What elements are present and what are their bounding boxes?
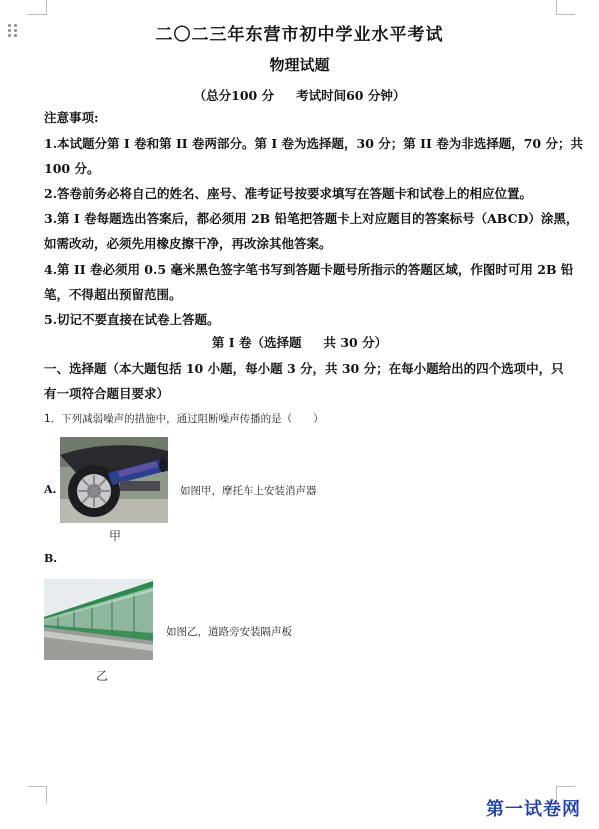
road-sound-barrier-image <box>44 579 153 660</box>
instruction-line: 4.第 II 卷必须用 0.5 毫米黑色签字笔书写到答题卡题号所指示的答题区域，作图时可用 2B 铅 <box>44 262 574 277</box>
figure-label-yi: 乙 <box>96 669 109 683</box>
exam-title: 二〇二三年东营市初中学业水平考试 <box>155 25 444 45</box>
option-b-letter[interactable]: B. <box>44 552 58 565</box>
time-limit: 考试时间60 分钟） <box>296 88 406 103</box>
total-score: （总分100 分 <box>193 88 275 103</box>
instruction-line: 如需改动，必须先用橡皮擦干净，再改涂其他答案。 <box>44 236 332 251</box>
motorcycle-muffler-image <box>60 437 168 523</box>
instruction-line: 笔，不得超出预留范围。 <box>44 287 182 302</box>
question-1-stem: 1．下列减弱噪声的措施中，通过阻断噪声传播的是（ ） <box>44 413 324 425</box>
instruction-line: 100 分。 <box>44 161 100 176</box>
section-title <box>0 333 599 351</box>
crop-mark-bottom-left <box>28 786 47 803</box>
instruction-line: 1.本试题分第 I 卷和第 II 卷两部分。第 I 卷为选择题，30 分；第 II 卷为非选择题，70 分；共 <box>44 136 583 151</box>
section-name: 第 I 卷（选择题 <box>211 335 302 350</box>
instruction-line: 3.第 I 卷每题选出答案后，都必须用 2B 铅笔把答题卡上对应题目的答案标号（ABCD）涂黑， <box>44 211 579 226</box>
instruction-line: 2.答卷前务必将自己的姓名、座号、准考证号按要求填写在答题卡和试卷上的相应位置。 <box>44 186 533 201</box>
section-points: 共 30 分） <box>323 335 388 350</box>
figure-label-jia: 甲 <box>109 529 122 543</box>
exam-subject: 物理试题 <box>269 56 330 74</box>
part-heading: 一、选择题（本大题包括 10 小题，每小题 3 分，共 30 分；在每小题给出的四个选项中，只 <box>44 361 564 376</box>
instructions-heading: 注意事项: <box>44 110 99 125</box>
exam-meta <box>0 86 599 104</box>
option-b-caption: 如图乙，道路旁安装隔声板 <box>166 626 292 638</box>
crop-mark-top-right <box>556 0 575 15</box>
site-watermark: 第一试卷网 <box>486 799 581 820</box>
crop-mark-top-left <box>28 0 47 15</box>
part-heading-continued: 有一项符合题目要求） <box>44 386 170 401</box>
option-a-caption: 如图甲，摩托车上安装消声器 <box>180 485 317 497</box>
option-a-letter[interactable]: A. <box>44 483 57 496</box>
instruction-line: 5.切记不要直接在试卷上答题。 <box>44 312 220 327</box>
